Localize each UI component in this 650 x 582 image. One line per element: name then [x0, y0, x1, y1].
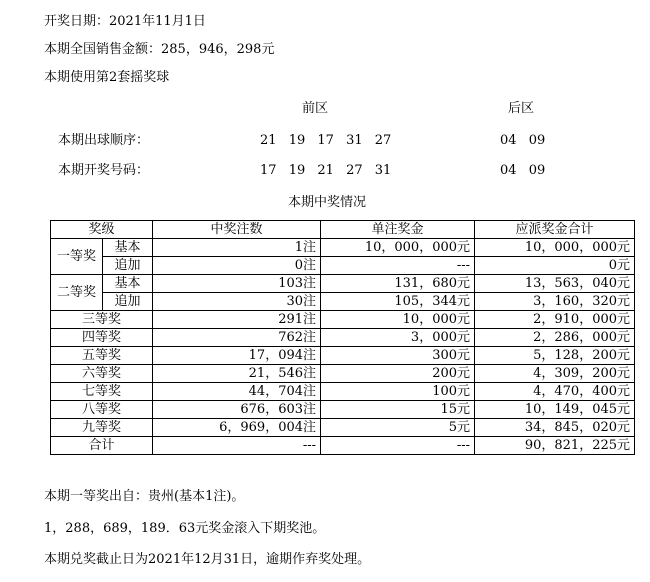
count-cell: 30注 [153, 293, 321, 311]
ball-number: 17 [317, 133, 334, 148]
ball-number: 09 [528, 163, 546, 178]
total-cell: 10，000，000元 [475, 239, 635, 257]
ball-number: 21 [317, 163, 334, 178]
level-cell: 七等奖 [51, 383, 153, 401]
winning-front-numbers [260, 162, 391, 180]
ball-number: 17 [260, 163, 277, 178]
ball-number: 21 [260, 133, 277, 148]
prize-cell: 100元 [321, 383, 475, 401]
ball-number: 19 [288, 133, 306, 148]
level-cell: 五等奖 [51, 347, 153, 365]
prize-cell: 10，000元 [321, 311, 475, 329]
count-cell: 291注 [153, 311, 321, 329]
count-cell: 0注 [153, 257, 321, 275]
count-cell: 103注 [153, 275, 321, 293]
total-cell: 4，309，200元 [475, 365, 635, 383]
prize-table [50, 220, 635, 455]
total-cell: 4，470，400元 [475, 383, 635, 401]
count-cell: 44，704注 [153, 383, 321, 401]
first-prize-origin: 本期一等奖出自：贵州(基本1注)。 [44, 489, 245, 504]
count-cell: 21，546注 [153, 365, 321, 383]
total-cell: 0元 [475, 257, 635, 275]
sub-level-cell: 基本 [103, 275, 153, 293]
prize-cell: 15元 [321, 401, 475, 419]
level-cell: 三等奖 [51, 311, 153, 329]
count-cell: 676，603注 [153, 401, 321, 419]
prize-cell: 131，680元 [321, 275, 475, 293]
count-cell: 6，969，004注 [153, 419, 321, 437]
level-cell: 一等奖 [51, 239, 103, 275]
ball-number: 04 [500, 163, 517, 178]
level-cell: 八等奖 [51, 401, 153, 419]
ball-number: 31 [374, 163, 392, 178]
table-row [51, 365, 635, 383]
winning-back-numbers [500, 162, 545, 180]
level-cell: 二等奖 [51, 275, 103, 311]
prize-cell: 300元 [321, 347, 475, 365]
sub-level-cell: 追加 [103, 293, 153, 311]
table-row [51, 275, 635, 293]
header-level: 奖级 [51, 221, 153, 239]
claim-deadline: 本期兑奖截止日为2021年12月31日，逾期作弃奖处理。 [44, 552, 371, 567]
prize-cell: 105，344元 [321, 293, 475, 311]
sales-amount: 本期全国销售金额：285，946，298元 [44, 42, 275, 57]
order-back-numbers [500, 132, 545, 150]
count-cell: 1注 [153, 239, 321, 257]
table-row [51, 383, 635, 401]
number-label: 本期开奖号码： [58, 163, 150, 178]
table-row [51, 347, 635, 365]
header-total: 应派奖金合计 [475, 221, 635, 239]
order-front-numbers [260, 132, 391, 150]
header-prize: 单注奖金 [321, 221, 475, 239]
count-cell: 762注 [153, 329, 321, 347]
total-cell: 2，910，000元 [475, 311, 635, 329]
total-cell: 10，149，045元 [475, 401, 635, 419]
sum-label: 合计 [51, 437, 153, 455]
prize-pool-rollover: 1，288，689，189．63元奖金滚入下期奖池。 [44, 521, 326, 536]
total-cell: 3，160，320元 [475, 293, 635, 311]
sum-prize: --- [321, 437, 475, 455]
draw-date: 开奖日期：2021年11月1日 [44, 14, 206, 29]
prize-cell: 3，000元 [321, 329, 475, 347]
ball-number: 09 [528, 133, 546, 148]
table-row [51, 311, 635, 329]
sub-level-cell: 基本 [103, 239, 153, 257]
total-cell: 5，128，200元 [475, 347, 635, 365]
table-row [51, 239, 635, 257]
table-row [51, 293, 635, 311]
table-header-row [51, 221, 635, 239]
total-cell: 2，286，000元 [475, 329, 635, 347]
table-title: 本期中奖情况 [288, 195, 367, 210]
table-sum-row [51, 437, 635, 455]
prize-cell: --- [321, 257, 475, 275]
ball-number: 31 [346, 133, 363, 148]
sub-level-cell: 追加 [103, 257, 153, 275]
table-row [51, 419, 635, 437]
prize-cell: 5元 [321, 419, 475, 437]
sum-total: 90，821，225元 [475, 437, 635, 455]
table-row [51, 329, 635, 347]
back-zone-label: 后区 [508, 101, 535, 116]
total-cell: 13，563，040元 [475, 275, 635, 293]
front-zone-label: 前区 [302, 101, 329, 116]
sum-count: --- [153, 437, 321, 455]
total-cell: 34，845，020元 [475, 419, 635, 437]
ball-number: 27 [346, 163, 363, 178]
level-cell: 四等奖 [51, 329, 153, 347]
count-cell: 17，094注 [153, 347, 321, 365]
ball-number: 04 [500, 133, 517, 148]
prize-cell: 200元 [321, 365, 475, 383]
header-count: 中奖注数 [153, 221, 321, 239]
level-cell: 六等奖 [51, 365, 153, 383]
table-row [51, 401, 635, 419]
ball-number: 27 [374, 133, 392, 148]
ball-number: 19 [288, 163, 306, 178]
order-label: 本期出球顺序： [58, 133, 150, 148]
prize-cell: 10，000，000元 [321, 239, 475, 257]
level-cell: 九等奖 [51, 419, 153, 437]
ball-set: 本期使用第2套摇奖球 [44, 70, 170, 85]
table-row [51, 257, 635, 275]
